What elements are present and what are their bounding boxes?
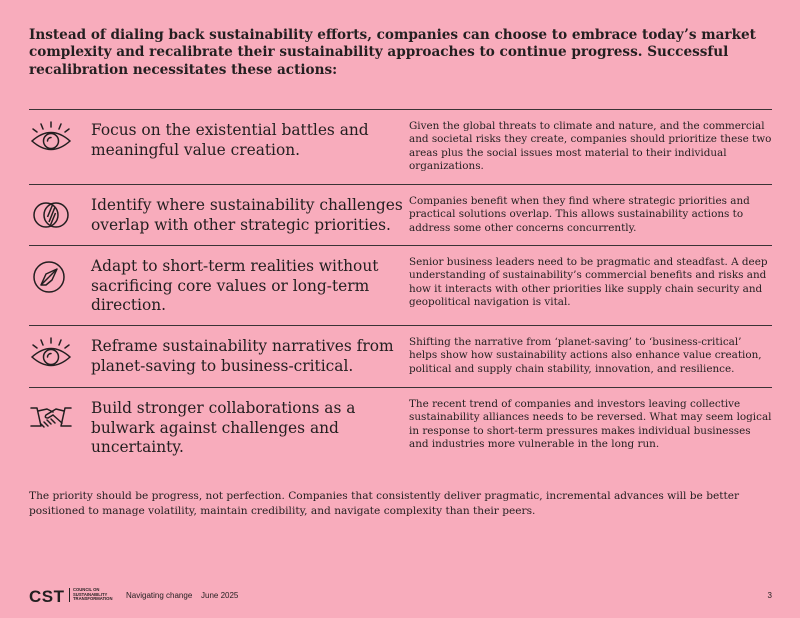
action-row xyxy=(29,246,772,326)
actions-list xyxy=(29,109,772,468)
action-title: Adapt to short-term realities without sacrificing core values or long-term direction. xyxy=(91,257,379,314)
footer xyxy=(29,586,772,606)
action-title: Reframe sustainability narratives from planet-saving to business-critical. xyxy=(91,337,394,375)
document-title: Navigating change xyxy=(126,591,193,600)
action-row xyxy=(29,388,772,468)
document-date: June 2025 xyxy=(201,591,239,600)
action-row xyxy=(29,110,772,185)
action-title: Build stronger collaborations as a bulwark against challenges and uncertainty. xyxy=(91,399,356,456)
action-description: Shifting the narrative from ‘planet-saving’ to ‘business-critical’ helps show how sustainability actions also enhance value creation, political and supply chain stability, innovation, and resilience. xyxy=(409,336,762,375)
action-row xyxy=(29,185,772,246)
eye-icon xyxy=(29,326,91,387)
cst-logo: CST xyxy=(29,587,65,606)
overlapping-circles-icon xyxy=(29,185,91,245)
page-number: 3 xyxy=(767,591,772,600)
compass-icon xyxy=(29,246,91,325)
logo-text: COUNCIL ON SUSTAINABILITY TRANSFORMATION xyxy=(69,588,133,602)
action-description: The recent trend of companies and investors leaving collective sustainability alliances needs to be reversed. What may seem logical in response to short-term pressures makes individual businesses and industries more vulnerable in the long run. xyxy=(409,398,772,451)
eye-icon xyxy=(29,110,91,184)
outro-text: The priority should be progress, not perfection. Companies that consistently deliver pragmatic, incremental advances will be better positioned to manage volatility, maintain credibility, and navigate complexity than their peers. xyxy=(29,490,740,517)
handshake-icon xyxy=(29,388,91,468)
action-row xyxy=(29,326,772,388)
action-description: Given the global threats to climate and nature, and the commercial and societal risks they create, companies should prioritize these two areas plus the social issues most material to their individual organizations. xyxy=(409,120,772,173)
action-title: Focus on the existential battles and meaningful value creation. xyxy=(91,121,369,159)
intro-text: Instead of dialing back sustainability efforts, companies can choose to embrace today’s market complexity and recalibrate their sustainability approaches to continue progress. Successful recalibration necessitates these actions: xyxy=(29,27,756,78)
action-description: Senior business leaders need to be pragmatic and steadfast. A deep understanding of sustainability’s commercial benefits and risks and how it interacts with other priorities like supply chain security and geopolitical navigation is vital. xyxy=(409,256,768,309)
action-title: Identify where sustainability challenges overlap with other strategic priorities. xyxy=(91,196,403,234)
action-description: Companies benefit when they find where strategic priorities and practical solutions overlap. This allows sustainability actions to address some other concerns concurrently. xyxy=(409,195,750,234)
